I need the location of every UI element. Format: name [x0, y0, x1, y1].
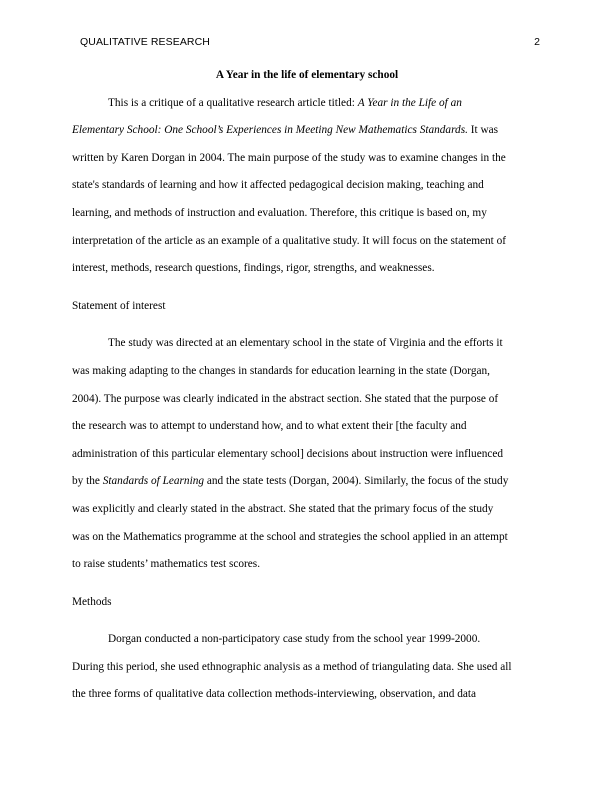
text-line: was making adapting to the changes in standards for education learning in the state (Dorgan, — [72, 364, 490, 377]
text-line — [72, 468, 542, 496]
text-line: interest, methods, research questions, findings, rigor, strengths, and weaknesses. — [72, 262, 435, 275]
text-line: The study was directed at an elementary school in the state of Virginia and the efforts it — [108, 337, 503, 350]
article-title-italic: Elementary School: One School’s Experiences in Meeting New Mathematics Standards. — [72, 124, 468, 137]
standards-italic: Standards of Learning — [102, 475, 205, 488]
section-heading-methods: Methods — [72, 595, 112, 608]
text-line: 2004). The purpose was clearly indicated in the abstract section. She stated that the purpose of — [72, 392, 499, 405]
text-line: written by Karen Dorgan in 2004. The main purpose of the study was to examine changes in the — [72, 151, 506, 164]
section-heading-statement: Statement of interest — [72, 299, 166, 312]
text-line: learning, and methods of instruction and evaluation. Therefore, this critique is based on, my — [72, 206, 487, 219]
text-line — [72, 90, 542, 118]
text-line: to raise students’ mathematics test scores. — [72, 558, 261, 571]
intro-paragraph — [72, 90, 542, 283]
text-run: and the state tests (Dorgan, 2004). Similarly, the focus of the study — [204, 475, 509, 488]
text-run: It was — [467, 124, 499, 137]
running-head: QUALITATIVE RESEARCH — [80, 36, 210, 48]
text-line: was explicitly and clearly stated in the abstract. She stated that the primary focus of the study — [72, 502, 494, 515]
text-line: the research was to attempt to understand how, and to what extent their [the faculty and — [72, 420, 467, 433]
page-number: 2 — [534, 36, 540, 48]
text-line: was on the Mathematics programme at the school and strategies the school applied in an attempt — [72, 530, 508, 543]
text-line: Dorgan conducted a non-participatory case study from the school year 1999-2000. — [108, 633, 481, 646]
text-line — [72, 117, 542, 145]
text-line: During this period, she used ethnographic analysis as a method of triangulating data. She used all — [72, 660, 512, 673]
text-line: interpretation of the article as an example of a qualitative study. It will focus on the statement of — [72, 234, 507, 247]
document-body — [72, 62, 542, 709]
text-line: the three forms of qualitative data collection methods-interviewing, observation, and data — [72, 688, 477, 701]
methods-paragraph — [72, 626, 542, 709]
text-line: state's standards of learning and how it affected pedagogical decision making, teaching and — [72, 179, 484, 192]
statement-paragraph — [72, 330, 542, 578]
text-run: by the — [72, 475, 103, 488]
article-title-italic: A Year in the Life of an — [357, 96, 462, 109]
document-title: A Year in the life of elementary school — [215, 69, 399, 81]
text-line: administration of this particular elementary school] decisions about instruction were influenced — [72, 447, 504, 460]
text-run: This is a critique of a qualitative research article titled: — [108, 96, 358, 109]
